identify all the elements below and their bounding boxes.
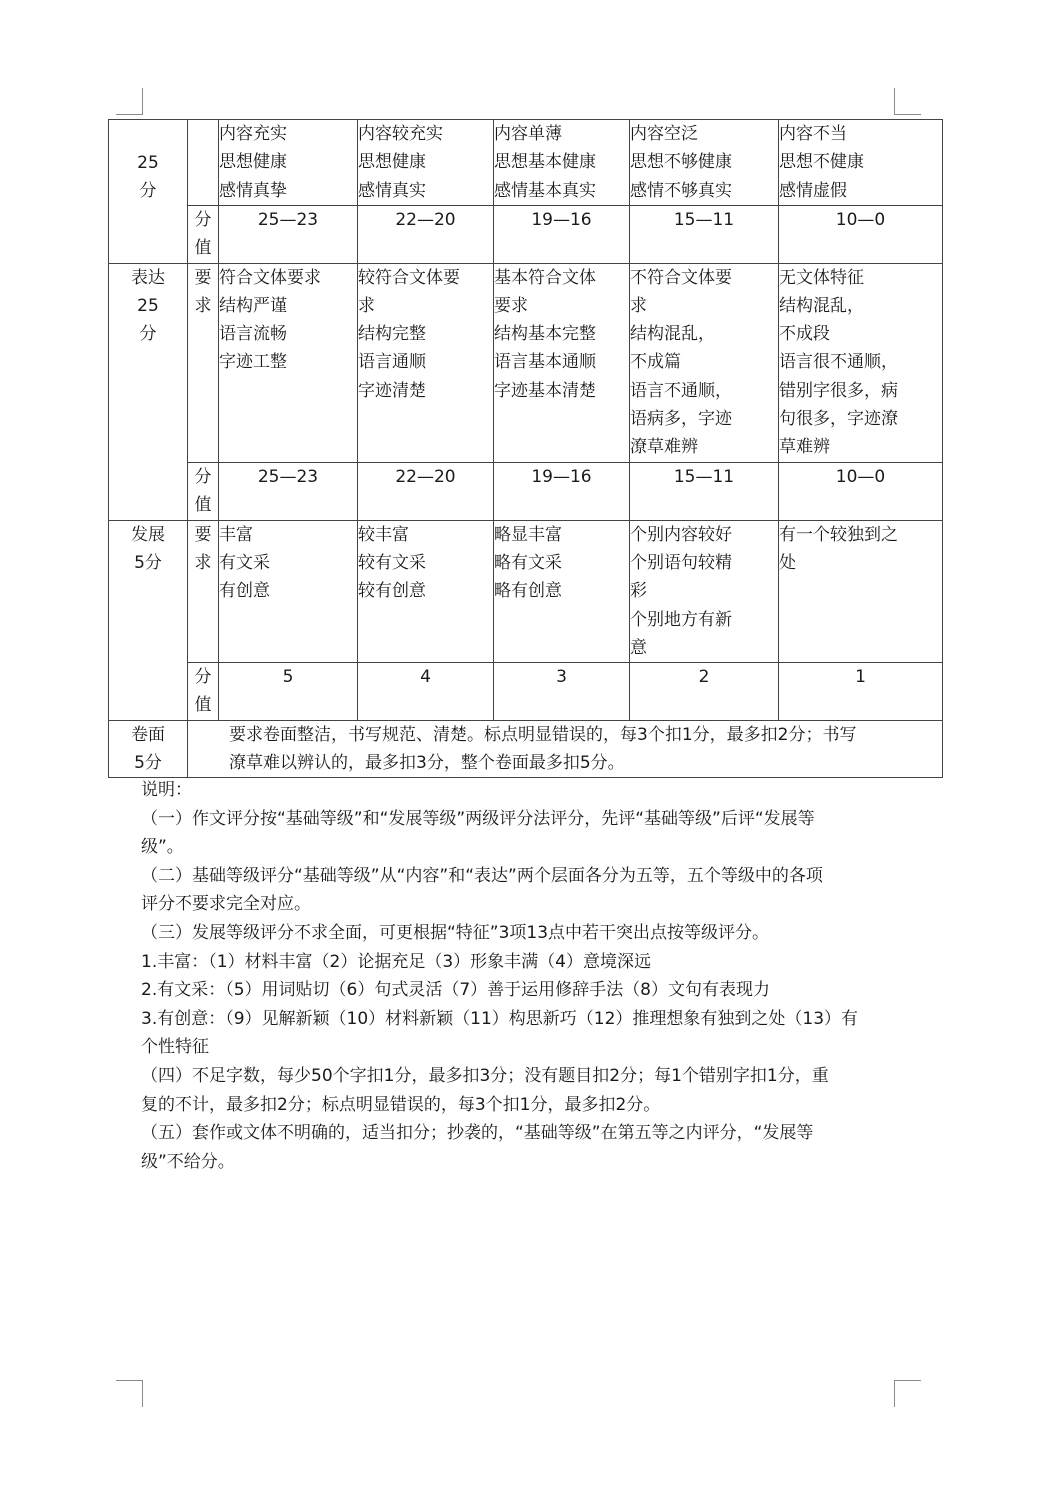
text-line: 略有文采 <box>494 552 562 573</box>
text-line: 略有创意 <box>494 581 562 602</box>
text-line: 感情真实 <box>358 180 426 201</box>
text-line: 内容较充实 <box>358 124 443 144</box>
text-line: 感情不够真实 <box>630 180 732 201</box>
text-line: 思想不健康 <box>779 152 864 173</box>
level-3-requirement-cell <box>494 120 630 206</box>
note-line: （五）套作或文体不明确的，适当扣分；抄袭的，“基础等级”在第五等之内评分，“发展等 <box>141 1123 814 1144</box>
level-2-score-cell: 22—20 <box>358 206 494 264</box>
table-row-scores <box>109 206 943 264</box>
level-2-score-cell: 4 <box>358 663 494 721</box>
level-5-requirement-cell <box>779 120 943 206</box>
text-line: 卷面 <box>131 724 165 745</box>
text-line: 个别语句较精 <box>630 552 732 573</box>
text-line: 较符合文体要 <box>358 267 460 288</box>
level-3-requirement-cell <box>494 263 630 462</box>
text-line: 意 <box>630 637 647 658</box>
text-line: 值 <box>194 494 212 515</box>
text-line: 25 <box>137 153 159 173</box>
note-line: （二）基础等级评分“基础等级”从“内容”和“表达”两个层面各分为五等，五个等级中的各项 <box>141 865 823 886</box>
level-4-requirement-cell <box>630 120 779 206</box>
level-5-requirement-cell <box>779 263 943 462</box>
note-line: 3.有创意：（9）见解新颖（10）材料新颖（11）构思新巧（12）推理想象有独到之处（13）有 <box>141 1008 859 1029</box>
text-line: 丰富 <box>219 524 253 545</box>
text-line: 字迹基本清楚 <box>494 380 596 401</box>
text-line: 无文体特征 <box>779 267 864 288</box>
category-cell <box>109 120 188 264</box>
text-line: 句很多，字迹潦 <box>779 409 898 430</box>
crop-mark-bottom-right <box>894 1380 921 1407</box>
level-1-score-cell: 25—23 <box>219 206 358 264</box>
table-row-requirements <box>109 520 943 662</box>
category-cell <box>109 520 188 720</box>
requirement-label-cell <box>188 263 219 462</box>
category-cell <box>109 720 188 778</box>
level-1-requirement-cell <box>219 263 358 462</box>
text-line: 感情基本真实 <box>494 180 596 201</box>
text-line: 不成段 <box>779 324 830 345</box>
text-line: 分 <box>194 210 212 230</box>
score-label-cell <box>188 462 219 520</box>
level-1-score-cell: 5 <box>219 663 358 721</box>
text-line: 思想健康 <box>219 152 287 173</box>
text-line: 潦草难以辨认的，最多扣3分，整个卷面最多扣5分。 <box>229 753 625 774</box>
text-line: 彩 <box>630 581 647 602</box>
text-line: 不成篇 <box>630 352 681 373</box>
notes-heading: 说明： <box>141 780 192 800</box>
level-5-score-cell: 10—0 <box>779 462 943 520</box>
text-line: 要求卷面整洁，书写规范、清楚。标点明显错误的，每3个扣1分，最多扣2分；书写 <box>229 724 857 745</box>
level-1-requirement-cell <box>219 520 358 662</box>
text-line: 求 <box>630 295 647 316</box>
table-row-scores <box>109 663 943 721</box>
paper-requirement-cell <box>219 720 943 778</box>
level-5-score-cell: 1 <box>779 663 943 721</box>
text-line: 内容单薄 <box>494 124 562 144</box>
text-line: 有文采 <box>219 552 270 573</box>
text-line: 个别内容较好 <box>630 524 732 545</box>
text-line: 要求 <box>494 295 528 316</box>
text-line: 潦草难辨 <box>630 437 698 458</box>
note-line: （三）发展等级评分不求全面，可更根据“特征”3项13点中若干突出点按等级评分。 <box>141 922 770 943</box>
text-line: 发展 <box>131 524 165 545</box>
text-line: 较有文采 <box>358 552 426 573</box>
text-line: 结构混乱， <box>779 295 864 316</box>
note-line: 复的不计，最多扣2分；标点明显错误的，每3个扣1分，最多扣2分。 <box>141 1094 661 1115</box>
crop-mark-bottom-left <box>116 1380 143 1407</box>
text-line: 感情虚假 <box>779 180 847 201</box>
note-line: 1.丰富：（1）材料丰富（2）论据充足（3）形象丰满（4）意境深远 <box>141 951 651 972</box>
text-line: 处 <box>779 552 796 573</box>
note-line: 2.有文采：（5）用词贴切（6）句式灵活（7）善于运用修辞手法（8）文句有表现力 <box>141 980 770 1001</box>
text-line: 分 <box>194 667 212 688</box>
level-4-score-cell: 2 <box>630 663 779 721</box>
score-label-cell <box>188 206 219 264</box>
note-line: （四）不足字数，每少50个字扣1分，最多扣3分；没有题目扣2分；每1个错别字扣1分，重 <box>141 1065 829 1086</box>
text-line: 个别地方有新 <box>630 609 732 630</box>
text-line: 语言不通顺， <box>630 380 732 401</box>
level-4-requirement-cell <box>630 263 779 462</box>
note-line: 评分不要求完全对应。 <box>141 894 311 915</box>
text-line: 字迹清楚 <box>358 380 426 401</box>
text-line: 要 <box>194 524 212 545</box>
text-line: 语言很不通顺， <box>779 352 898 373</box>
text-line: 求 <box>358 295 375 316</box>
level-4-requirement-cell <box>630 520 779 662</box>
text-line: 表达 <box>131 267 165 288</box>
level-2-requirement-cell <box>358 263 494 462</box>
text-line: 结构混乱， <box>630 324 715 345</box>
text-line: 有创意 <box>219 581 270 602</box>
text-line: 5分 <box>134 753 162 774</box>
text-line: 分 <box>194 466 212 487</box>
level-1-score-cell: 25—23 <box>219 462 358 520</box>
level-1-requirement-cell <box>219 120 358 206</box>
level-2-requirement-cell <box>358 120 494 206</box>
text-line: 求 <box>194 295 212 316</box>
text-line: 要 <box>194 267 212 288</box>
text-line: 内容充实 <box>219 124 287 144</box>
notes-section <box>141 776 901 1176</box>
text-line: 有一个较独到之 <box>779 524 898 545</box>
text-line: 结构完整 <box>358 324 426 345</box>
level-2-score-cell: 22—20 <box>358 462 494 520</box>
table-row-scores <box>109 462 943 520</box>
text-line: 略显丰富 <box>494 524 562 545</box>
text-line: 结构严谨 <box>219 295 287 316</box>
text-line: 感情真挚 <box>219 180 287 201</box>
requirement-label-cell <box>188 120 219 206</box>
text-line: 思想基本健康 <box>494 152 596 173</box>
table-row-requirements <box>109 263 943 462</box>
text-line: 字迹工整 <box>219 352 287 373</box>
text-line: 符合文体要求 <box>219 267 321 288</box>
text-line: 值 <box>194 695 212 716</box>
text-line: 结构基本完整 <box>494 324 596 345</box>
level-5-requirement-cell <box>779 520 943 662</box>
text-line: 较丰富 <box>358 524 409 545</box>
score-label-cell <box>188 663 219 721</box>
text-line: 语病多，字迹 <box>630 409 732 430</box>
category-cell <box>109 263 188 520</box>
level-4-score-cell: 15—11 <box>630 462 779 520</box>
level-4-score-cell: 15—11 <box>630 206 779 264</box>
requirement-label-cell <box>188 520 219 662</box>
text-line: 值 <box>194 238 212 259</box>
text-line: 基本符合文体 <box>494 267 596 288</box>
level-3-score-cell: 3 <box>494 663 630 721</box>
text-line: 分 <box>139 181 157 202</box>
text-line: 语言流畅 <box>219 324 287 345</box>
text-line: 5分 <box>134 552 162 573</box>
scoring-table <box>108 119 943 778</box>
note-line: 个性特征 <box>141 1037 209 1058</box>
note-line: 级”不给分。 <box>141 1151 235 1172</box>
text-line: 思想健康 <box>358 152 426 173</box>
text-line: 求 <box>194 552 212 573</box>
level-3-requirement-cell <box>494 520 630 662</box>
note-line: （一）作文评分按“基础等级”和“发展等级”两级评分法评分，先评“基础等级”后评“发展等 <box>141 808 815 829</box>
text-line: 语言通顺 <box>358 352 426 373</box>
table-row-requirements <box>109 120 943 206</box>
text-line: 语言基本通顺 <box>494 352 596 373</box>
text-line: 内容空泛 <box>630 124 698 144</box>
text-line: 草难辨 <box>779 437 830 458</box>
level-3-score-cell: 19—16 <box>494 462 630 520</box>
level-2-requirement-cell <box>358 520 494 662</box>
level-3-score-cell: 19—16 <box>494 206 630 264</box>
level-5-score-cell: 10—0 <box>779 206 943 264</box>
text-line: 思想不够健康 <box>630 152 732 173</box>
text-line: 错别字很多，病 <box>779 380 898 401</box>
note-line: 级”。 <box>141 837 184 858</box>
text-line: 较有创意 <box>358 581 426 602</box>
crop-mark-top-left <box>116 88 143 115</box>
table-row-paper <box>109 720 943 778</box>
text-line: 内容不当 <box>779 124 847 144</box>
text-line: 分 <box>139 324 157 345</box>
text-line: 25 <box>137 295 159 316</box>
crop-mark-top-right <box>894 88 921 115</box>
text-line: 不符合文体要 <box>630 267 732 288</box>
empty-cell <box>188 720 219 778</box>
